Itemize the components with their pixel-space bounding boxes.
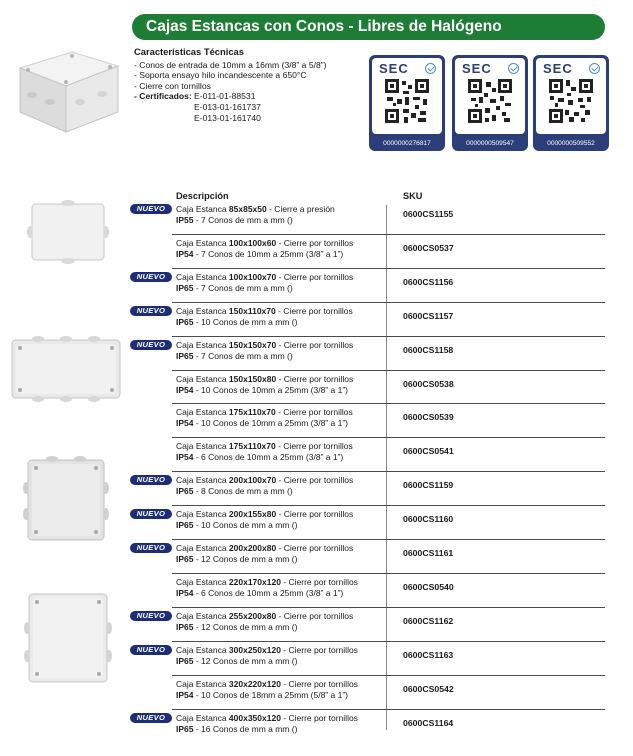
ip-rating: IP54 — [176, 689, 194, 700]
qr-code-icon — [385, 79, 429, 123]
sku-value: 0600CS1162 — [403, 616, 454, 626]
row-divider — [172, 336, 605, 337]
box-size: 175x110x70 — [228, 441, 276, 451]
ip-rating: IP65 — [176, 723, 194, 734]
table-row — [0, 539, 633, 573]
box-size: 100x100x70 — [228, 272, 277, 282]
nuevo-badge: NUEVO — [130, 340, 172, 350]
ip-rating: IP65 — [176, 316, 194, 327]
box-size: 200x200x80 — [228, 543, 277, 553]
cones-info: - 7 Conos de 10mm a 25mm (3/8” a 1”) — [193, 248, 344, 259]
table-row — [0, 234, 633, 268]
ip-rating: IP54 — [176, 451, 194, 462]
table-row — [0, 471, 633, 505]
row-divider — [172, 234, 605, 235]
product-description — [176, 238, 353, 259]
nuevo-badge: NUEVO — [130, 509, 172, 519]
page-title: Cajas Estancas con Conos - Libres de Halógeno — [146, 18, 502, 35]
desc-prefix: Caja Estanca — [176, 374, 229, 384]
row-divider — [172, 403, 605, 404]
table-row — [0, 607, 633, 641]
box-size: 220x170x120 — [228, 577, 281, 587]
desc-prefix: Caja Estanca — [176, 713, 229, 723]
table-row — [0, 675, 633, 709]
hero-junction-box-image — [10, 40, 122, 136]
certificate-number: E-011-01-88531 — [194, 91, 256, 102]
product-description — [176, 204, 335, 225]
column-header-sku: SKU — [403, 191, 423, 201]
product-description — [176, 272, 353, 293]
cones-info: - 7 Conos de mm a mm () — [193, 214, 293, 225]
product-description — [176, 407, 353, 428]
ip-rating: IP65 — [176, 350, 194, 361]
box-size: 255x200x80 — [228, 611, 277, 621]
sku-value: 0600CS1160 — [403, 514, 454, 524]
closure-type: - Cierre a presión — [266, 204, 335, 214]
sku-value: 0600CS1163 — [403, 650, 454, 660]
sec-code: 0000000509547 — [466, 140, 514, 147]
nuevo-badge: NUEVO — [130, 543, 172, 553]
closure-type: - Cierre por tornillos — [276, 374, 354, 384]
cones-info: - 6 Conos de 10mm a 25mm (3/8” a 1”) — [193, 587, 344, 598]
table-row — [0, 573, 633, 607]
product-description — [176, 306, 353, 327]
row-divider — [172, 437, 605, 438]
cones-info: - 10 Conos de 18mm a 25mm (5/8” a 1”) — [193, 689, 348, 700]
cones-info: - 16 Conos de mm a mm () — [193, 723, 298, 734]
sku-value: 0600CS0538 — [403, 379, 454, 389]
row-divider — [172, 302, 605, 303]
nuevo-badge: NUEVO — [130, 645, 172, 655]
sku-value: 0600CS1155 — [403, 209, 454, 219]
ip-rating: IP54 — [176, 248, 194, 259]
table-row — [0, 336, 633, 370]
box-size: 150x150x70 — [228, 340, 277, 350]
product-description — [176, 577, 358, 598]
desc-prefix: Caja Estanca — [176, 340, 229, 350]
column-header-description: Descripción — [176, 191, 229, 201]
product-description — [176, 475, 353, 496]
spec-line: - Soporta ensayo hilo incandescente a 650°C — [134, 70, 307, 81]
nuevo-badge: NUEVO — [130, 306, 172, 316]
row-divider — [172, 675, 605, 676]
closure-type: - Cierre por tornillos — [280, 679, 358, 689]
nuevo-badge: NUEVO — [130, 713, 172, 723]
desc-prefix: Caja Estanca — [176, 441, 229, 451]
desc-prefix: Caja Estanca — [176, 238, 229, 248]
cones-info: - 8 Conos de mm a mm () — [193, 485, 293, 496]
sku-value: 0600CS1158 — [403, 345, 454, 355]
certificate-number: E-013-01-161740 — [194, 112, 261, 123]
box-size: 175x110x70 — [228, 407, 276, 417]
product-description — [176, 713, 358, 734]
cones-info: - 7 Conos de mm a mm () — [193, 282, 293, 293]
sku-value: 0600CS1161 — [403, 548, 454, 558]
sku-value: 0600CS0541 — [403, 446, 454, 456]
closure-type: - Cierre por tornillos — [276, 238, 354, 248]
desc-prefix: Caja Estanca — [176, 577, 229, 587]
row-divider — [172, 607, 605, 608]
product-description — [176, 645, 358, 666]
product-description — [176, 441, 353, 462]
sku-value: 0600CS1156 — [403, 277, 454, 287]
ip-rating: IP65 — [176, 282, 194, 293]
desc-prefix: Caja Estanca — [176, 204, 229, 214]
desc-prefix: Caja Estanca — [176, 407, 229, 417]
product-description — [176, 340, 353, 361]
table-row — [0, 200, 633, 234]
sec-card — [452, 55, 528, 151]
table-row — [0, 437, 633, 471]
desc-prefix: Caja Estanca — [176, 611, 229, 621]
ip-rating: IP65 — [176, 485, 194, 496]
nuevo-badge: NUEVO — [130, 272, 172, 282]
row-divider — [172, 573, 605, 574]
closure-type: - Cierre por tornillos — [276, 611, 354, 621]
box-size: 300x250x120 — [228, 645, 281, 655]
closure-type: - Cierre por tornillos — [275, 441, 353, 451]
closure-type: - Cierre por tornillos — [276, 340, 354, 350]
check-icon — [508, 63, 519, 74]
qr-code-icon — [549, 79, 593, 123]
row-divider — [172, 641, 605, 642]
closure-type: - Cierre por tornillos — [276, 272, 354, 282]
row-divider — [172, 471, 605, 472]
specs-title: Características Técnicas — [134, 46, 244, 57]
table-row — [0, 268, 633, 302]
box-size: 200x100x70 — [228, 475, 277, 485]
row-divider — [172, 505, 605, 506]
sku-value: 0600CS1157 — [403, 311, 454, 321]
row-divider — [172, 370, 605, 371]
desc-prefix: Caja Estanca — [176, 306, 229, 316]
page-title-banner — [132, 14, 605, 40]
sec-logo: SEC — [379, 61, 409, 76]
sec-card — [533, 55, 609, 151]
sku-value: 0600CS0542 — [403, 684, 454, 694]
product-description — [176, 509, 353, 530]
sec-logo: SEC — [543, 61, 573, 76]
box-size: 85x85x50 — [228, 204, 267, 214]
cones-info: - 10 Conos de 10mm a 25mm (3/8” a 1”) — [193, 384, 348, 395]
desc-prefix: Caja Estanca — [176, 272, 229, 282]
product-description — [176, 543, 353, 564]
certificates — [134, 91, 364, 123]
closure-type: - Cierre por tornillos — [275, 407, 353, 417]
nuevo-badge: NUEVO — [130, 611, 172, 621]
ip-rating: IP65 — [176, 655, 194, 666]
cones-info: - 10 Conos de mm a mm () — [193, 519, 298, 530]
sec-card — [369, 55, 445, 151]
table-row — [0, 403, 633, 437]
row-divider — [172, 539, 605, 540]
certificate-number: E-013-01-161737 — [194, 101, 261, 112]
ip-rating: IP54 — [176, 587, 194, 598]
cones-info: - 12 Conos de mm a mm () — [193, 655, 298, 666]
sku-value: 0600CS1159 — [403, 480, 454, 490]
check-icon — [589, 63, 600, 74]
table-row — [0, 302, 633, 336]
technical-specs — [134, 47, 364, 123]
closure-type: - Cierre por tornillos — [275, 306, 353, 316]
ip-rating: IP54 — [176, 384, 194, 395]
desc-prefix: Caja Estanca — [176, 543, 229, 553]
certificates-label: - Certificados: — [134, 91, 192, 102]
box-size: 320x220x120 — [228, 679, 281, 689]
cones-info: - 12 Conos de mm a mm () — [193, 621, 298, 632]
cones-info: - 7 Conos de mm a mm () — [193, 350, 293, 361]
ip-rating: IP55 — [176, 214, 194, 225]
table-row — [0, 709, 633, 743]
ip-rating: IP65 — [176, 621, 194, 632]
box-size: 100x100x60 — [228, 238, 277, 248]
ip-rating: IP65 — [176, 553, 194, 564]
check-icon — [425, 63, 436, 74]
spec-line: - Conos de entrada de 10mm a 16mm (3/8” a 5/8”) — [134, 59, 327, 70]
ip-rating: IP54 — [176, 417, 194, 428]
desc-prefix: Caja Estanca — [176, 679, 229, 689]
sku-value: 0600CS0540 — [403, 582, 454, 592]
row-divider — [172, 268, 605, 269]
closure-type: - Cierre por tornillos — [280, 645, 358, 655]
sec-logo: SEC — [462, 61, 492, 76]
product-description — [176, 679, 358, 700]
nuevo-badge: NUEVO — [130, 204, 172, 214]
row-divider — [172, 709, 605, 710]
sec-code: 0000000509552 — [547, 140, 595, 147]
nuevo-badge: NUEVO — [130, 475, 172, 485]
table-row — [0, 505, 633, 539]
sku-value: 0600CS0537 — [403, 243, 454, 253]
desc-prefix: Caja Estanca — [176, 475, 229, 485]
desc-prefix: Caja Estanca — [176, 509, 229, 519]
spec-line: - Cierre con tornillos — [134, 80, 211, 91]
sku-value: 0600CS1164 — [403, 718, 454, 728]
product-description — [176, 374, 353, 395]
cones-info: - 10 Conos de 10mm a 25mm (3/8” a 1”) — [193, 417, 348, 428]
closure-type: - Cierre por tornillos — [280, 577, 358, 587]
sec-code: 0000000276817 — [383, 140, 431, 147]
ip-rating: IP65 — [176, 519, 194, 530]
table-row — [0, 370, 633, 404]
box-size: 200x155x80 — [228, 509, 277, 519]
cones-info: - 12 Conos de mm a mm () — [193, 553, 298, 564]
qr-code-icon — [468, 79, 512, 123]
table-row — [0, 641, 633, 675]
box-size: 400x350x120 — [228, 713, 281, 723]
sku-value: 0600CS0539 — [403, 412, 454, 422]
box-size: 150x150x80 — [228, 374, 277, 384]
cones-info: - 6 Conos de 10mm a 25mm (3/8” a 1”) — [193, 451, 344, 462]
closure-type: - Cierre por tornillos — [276, 509, 354, 519]
product-description — [176, 611, 353, 632]
closure-type: - Cierre por tornillos — [276, 543, 354, 553]
cones-info: - 10 Conos de mm a mm () — [193, 316, 298, 327]
closure-type: - Cierre por tornillos — [280, 713, 358, 723]
box-size: 150x110x70 — [228, 306, 276, 316]
desc-prefix: Caja Estanca — [176, 645, 229, 655]
closure-type: - Cierre por tornillos — [276, 475, 354, 485]
